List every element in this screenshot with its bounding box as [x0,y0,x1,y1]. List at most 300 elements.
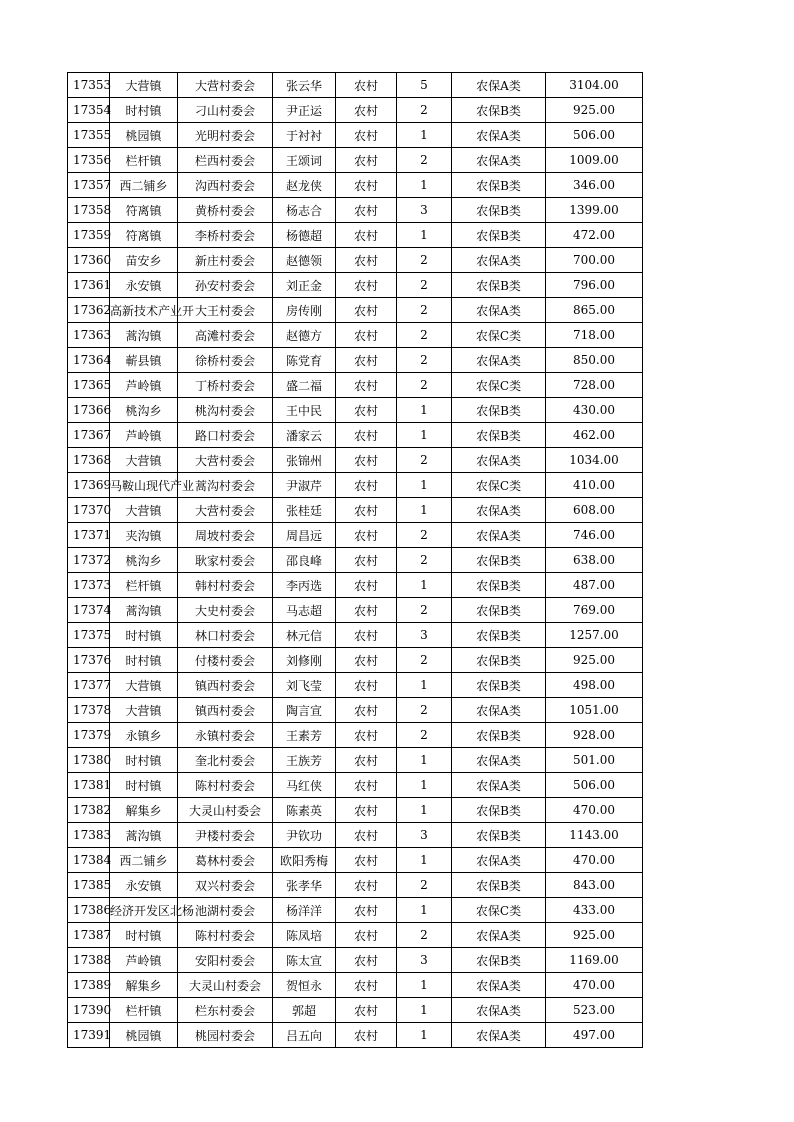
village-cell: 大王村委会 [178,298,273,323]
table-row [68,748,643,773]
table-row [68,348,643,373]
row-id-cell: 17389 [68,973,110,998]
village-cell: 陈村村委会 [178,773,273,798]
insurance-class-cell: 农保A类 [452,998,546,1023]
name-cell: 杨洋洋 [273,898,336,923]
name-cell: 尹淑芹 [273,473,336,498]
amount-cell: 3104.00 [546,73,643,98]
township-cell: 马鞍山现代产业 [110,473,178,498]
name-cell: 尹钦功 [273,823,336,848]
village-cell: 光明村委会 [178,123,273,148]
insurance-class-cell: 农保A类 [452,1023,546,1048]
township-cell: 大营镇 [110,448,178,473]
amount-cell: 1399.00 [546,198,643,223]
row-id-cell: 17383 [68,823,110,848]
name-cell: 欧阳秀梅 [273,848,336,873]
insurance-class-cell: 农保A类 [452,248,546,273]
township-cell: 时村镇 [110,98,178,123]
household-size-cell: 2 [397,248,452,273]
name-cell: 马红侠 [273,773,336,798]
insurance-class-cell: 农保B类 [452,673,546,698]
household-size-cell: 2 [397,923,452,948]
amount-cell: 1257.00 [546,623,643,648]
row-id-cell: 17363 [68,323,110,348]
area-type-cell: 农村 [336,748,397,773]
area-type-cell: 农村 [336,873,397,898]
row-id-cell: 17366 [68,398,110,423]
amount-cell: 850.00 [546,348,643,373]
insurance-class-cell: 农保A类 [452,73,546,98]
village-cell: 新庄村委会 [178,248,273,273]
household-size-cell: 5 [397,73,452,98]
insurance-class-cell: 农保A类 [452,123,546,148]
township-cell: 解集乡 [110,973,178,998]
township-cell: 栏杆镇 [110,998,178,1023]
village-cell: 安阳村委会 [178,948,273,973]
name-cell: 陈党育 [273,348,336,373]
township-cell: 时村镇 [110,748,178,773]
table-row [68,1023,643,1048]
household-size-cell: 2 [397,523,452,548]
household-size-cell: 2 [397,148,452,173]
township-cell: 大营镇 [110,73,178,98]
village-cell: 蒿沟村委会 [178,473,273,498]
area-type-cell: 农村 [336,198,397,223]
row-id-cell: 17367 [68,423,110,448]
row-id-cell: 17371 [68,523,110,548]
amount-cell: 925.00 [546,98,643,123]
area-type-cell: 农村 [336,173,397,198]
area-type-cell: 农村 [336,898,397,923]
table-row [68,373,643,398]
table-row [68,98,643,123]
village-cell: 李桥村委会 [178,223,273,248]
table-row [68,598,643,623]
area-type-cell: 农村 [336,323,397,348]
village-cell: 永镇村委会 [178,723,273,748]
name-cell: 李丙选 [273,573,336,598]
table-row [68,673,643,698]
amount-cell: 410.00 [546,473,643,498]
row-id-cell: 17354 [68,98,110,123]
table-row [68,698,643,723]
amount-cell: 1009.00 [546,148,643,173]
name-cell: 张桂廷 [273,498,336,523]
amount-cell: 497.00 [546,1023,643,1048]
row-id-cell: 17373 [68,573,110,598]
amount-cell: 1143.00 [546,823,643,848]
township-cell: 高新技术产业开 [110,298,178,323]
area-type-cell: 农村 [336,298,397,323]
name-cell: 郭超 [273,998,336,1023]
row-id-cell: 17361 [68,273,110,298]
name-cell: 王素芳 [273,723,336,748]
row-id-cell: 17356 [68,148,110,173]
row-id-cell: 17374 [68,598,110,623]
row-id-cell: 17386 [68,898,110,923]
table-row [68,198,643,223]
area-type-cell: 农村 [336,373,397,398]
row-id-cell: 17385 [68,873,110,898]
insurance-class-cell: 农保B类 [452,198,546,223]
insurance-class-cell: 农保B类 [452,398,546,423]
name-cell: 盛二福 [273,373,336,398]
amount-cell: 501.00 [546,748,643,773]
row-id-cell: 17377 [68,673,110,698]
township-cell: 西二铺乡 [110,173,178,198]
insurance-class-cell: 农保B类 [452,173,546,198]
household-size-cell: 2 [397,323,452,348]
amount-cell: 472.00 [546,223,643,248]
village-cell: 徐桥村委会 [178,348,273,373]
village-cell: 桃沟村委会 [178,398,273,423]
village-cell: 大灵山村委会 [178,973,273,998]
amount-cell: 487.00 [546,573,643,598]
insurance-class-cell: 农保A类 [452,748,546,773]
name-cell: 赵德方 [273,323,336,348]
household-size-cell: 1 [397,848,452,873]
township-cell: 蒿沟镇 [110,598,178,623]
area-type-cell: 农村 [336,548,397,573]
row-id-cell: 17384 [68,848,110,873]
insurance-class-cell: 农保B类 [452,723,546,748]
table-row [68,823,643,848]
name-cell: 陈太宣 [273,948,336,973]
insurance-class-cell: 农保B类 [452,598,546,623]
insurance-class-cell: 农保A类 [452,298,546,323]
township-cell: 时村镇 [110,923,178,948]
name-cell: 王族芳 [273,748,336,773]
table-row [68,448,643,473]
amount-cell: 925.00 [546,648,643,673]
area-type-cell: 农村 [336,473,397,498]
name-cell: 杨志合 [273,198,336,223]
name-cell: 张孝华 [273,873,336,898]
row-id-cell: 17381 [68,773,110,798]
area-type-cell: 农村 [336,398,397,423]
insurance-class-cell: 农保B类 [452,823,546,848]
table-row [68,723,643,748]
township-cell: 大营镇 [110,698,178,723]
row-id-cell: 17364 [68,348,110,373]
table-row [68,123,643,148]
village-cell: 栏西村委会 [178,148,273,173]
insurance-class-cell: 农保A类 [452,148,546,173]
township-cell: 永安镇 [110,273,178,298]
village-cell: 路口村委会 [178,423,273,448]
insurance-class-cell: 农保C类 [452,473,546,498]
area-type-cell: 农村 [336,223,397,248]
amount-cell: 769.00 [546,598,643,623]
row-id-cell: 17376 [68,648,110,673]
area-type-cell: 农村 [336,798,397,823]
table-row [68,848,643,873]
township-cell: 大营镇 [110,673,178,698]
household-size-cell: 1 [397,1023,452,1048]
village-cell: 沟西村委会 [178,173,273,198]
table-row [68,773,643,798]
name-cell: 吕五向 [273,1023,336,1048]
name-cell: 刘修刚 [273,648,336,673]
insurance-class-cell: 农保A类 [452,448,546,473]
household-size-cell: 2 [397,648,452,673]
table-body [68,73,643,1048]
household-size-cell: 3 [397,623,452,648]
table-row [68,173,643,198]
area-type-cell: 农村 [336,723,397,748]
area-type-cell: 农村 [336,498,397,523]
row-id-cell: 17353 [68,73,110,98]
row-id-cell: 17358 [68,198,110,223]
amount-cell: 470.00 [546,798,643,823]
table-row [68,398,643,423]
amount-cell: 433.00 [546,898,643,923]
insurance-class-cell: 农保A类 [452,923,546,948]
name-cell: 于衬衬 [273,123,336,148]
insurance-class-cell: 农保A类 [452,523,546,548]
village-cell: 林口村委会 [178,623,273,648]
area-type-cell: 农村 [336,573,397,598]
township-cell: 桃园镇 [110,123,178,148]
area-type-cell: 农村 [336,423,397,448]
township-cell: 苗安乡 [110,248,178,273]
name-cell: 贺恒永 [273,973,336,998]
amount-cell: 796.00 [546,273,643,298]
table-row [68,998,643,1023]
row-id-cell: 17380 [68,748,110,773]
amount-cell: 925.00 [546,923,643,948]
village-cell: 镇西村委会 [178,698,273,723]
village-cell: 奎北村委会 [178,748,273,773]
insurance-class-cell: 农保B类 [452,98,546,123]
village-cell: 大营村委会 [178,448,273,473]
table-row [68,973,643,998]
name-cell: 杨德超 [273,223,336,248]
insurance-class-cell: 农保A类 [452,773,546,798]
row-id-cell: 17382 [68,798,110,823]
row-id-cell: 17387 [68,923,110,948]
name-cell: 马志超 [273,598,336,623]
household-size-cell: 2 [397,98,452,123]
township-cell: 经济开发区北杨 [110,898,178,923]
area-type-cell: 农村 [336,998,397,1023]
village-cell: 栏东村委会 [178,998,273,1023]
name-cell: 刘正金 [273,273,336,298]
amount-cell: 638.00 [546,548,643,573]
name-cell: 邵良峰 [273,548,336,573]
table-row [68,248,643,273]
area-type-cell: 农村 [336,523,397,548]
amount-cell: 928.00 [546,723,643,748]
amount-cell: 746.00 [546,523,643,548]
township-cell: 蕲县镇 [110,348,178,373]
table-row [68,223,643,248]
township-cell: 桃沟乡 [110,548,178,573]
amount-cell: 462.00 [546,423,643,448]
table-row [68,323,643,348]
township-cell: 栏杆镇 [110,148,178,173]
township-cell: 永安镇 [110,873,178,898]
village-cell: 周坡村委会 [178,523,273,548]
household-size-cell: 2 [397,873,452,898]
amount-cell: 718.00 [546,323,643,348]
table-row [68,648,643,673]
table-row [68,548,643,573]
row-id-cell: 17362 [68,298,110,323]
village-cell: 韩村村委会 [178,573,273,598]
insurance-class-cell: 农保A类 [452,348,546,373]
insurance-class-cell: 农保A类 [452,973,546,998]
village-cell: 大史村委会 [178,598,273,623]
amount-cell: 728.00 [546,373,643,398]
row-id-cell: 17357 [68,173,110,198]
village-cell: 大营村委会 [178,498,273,523]
township-cell: 夹沟镇 [110,523,178,548]
household-size-cell: 1 [397,498,452,523]
row-id-cell: 17391 [68,1023,110,1048]
amount-cell: 470.00 [546,848,643,873]
table-row [68,623,643,648]
village-cell: 大灵山村委会 [178,798,273,823]
household-size-cell: 1 [397,673,452,698]
amount-cell: 346.00 [546,173,643,198]
household-size-cell: 1 [397,423,452,448]
amount-cell: 506.00 [546,123,643,148]
table-row [68,573,643,598]
area-type-cell: 农村 [336,948,397,973]
table-row [68,498,643,523]
township-cell: 大营镇 [110,498,178,523]
household-size-cell: 1 [397,398,452,423]
amount-cell: 1051.00 [546,698,643,723]
name-cell: 刘飞莹 [273,673,336,698]
insurance-class-cell: 农保B类 [452,873,546,898]
insurance-class-cell: 农保B类 [452,223,546,248]
household-size-cell: 1 [397,223,452,248]
name-cell: 房传刚 [273,298,336,323]
household-size-cell: 3 [397,823,452,848]
household-size-cell: 2 [397,598,452,623]
row-id-cell: 17369 [68,473,110,498]
household-size-cell: 1 [397,798,452,823]
table-row [68,423,643,448]
insurance-class-cell: 农保B类 [452,948,546,973]
township-cell: 芦岭镇 [110,373,178,398]
village-cell: 葛林村委会 [178,848,273,873]
amount-cell: 523.00 [546,998,643,1023]
area-type-cell: 农村 [336,273,397,298]
amount-cell: 1034.00 [546,448,643,473]
township-cell: 时村镇 [110,623,178,648]
amount-cell: 498.00 [546,673,643,698]
name-cell: 林元信 [273,623,336,648]
name-cell: 潘家云 [273,423,336,448]
area-type-cell: 农村 [336,148,397,173]
insurance-class-cell: 农保B类 [452,273,546,298]
village-cell: 刁山村委会 [178,98,273,123]
name-cell: 尹正运 [273,98,336,123]
insurance-class-cell: 农保B类 [452,648,546,673]
village-cell: 孙安村委会 [178,273,273,298]
table-row [68,873,643,898]
village-cell: 桃园村委会 [178,1023,273,1048]
table-row [68,273,643,298]
row-id-cell: 17388 [68,948,110,973]
township-cell: 蒿沟镇 [110,823,178,848]
household-size-cell: 1 [397,173,452,198]
row-id-cell: 17355 [68,123,110,148]
area-type-cell: 农村 [336,348,397,373]
table-row [68,923,643,948]
insurance-class-cell: 农保B类 [452,548,546,573]
township-cell: 解集乡 [110,798,178,823]
row-id-cell: 17370 [68,498,110,523]
insurance-class-cell: 农保C类 [452,898,546,923]
insurance-class-cell: 农保A类 [452,498,546,523]
table-row [68,473,643,498]
village-cell: 尹楼村委会 [178,823,273,848]
village-cell: 丁桥村委会 [178,373,273,398]
area-type-cell: 农村 [336,623,397,648]
row-id-cell: 17360 [68,248,110,273]
insurance-class-cell: 农保A类 [452,848,546,873]
township-cell: 桃园镇 [110,1023,178,1048]
area-type-cell: 农村 [336,73,397,98]
amount-cell: 865.00 [546,298,643,323]
household-size-cell: 1 [397,748,452,773]
household-size-cell: 2 [397,448,452,473]
row-id-cell: 17365 [68,373,110,398]
township-cell: 桃沟乡 [110,398,178,423]
insurance-class-cell: 农保B类 [452,423,546,448]
village-cell: 镇西村委会 [178,673,273,698]
village-cell: 黄桥村委会 [178,198,273,223]
amount-cell: 700.00 [546,248,643,273]
amount-cell: 608.00 [546,498,643,523]
household-size-cell: 2 [397,298,452,323]
name-cell: 陈素英 [273,798,336,823]
insurance-class-cell: 农保C类 [452,323,546,348]
table-row [68,798,643,823]
insurance-class-cell: 农保B类 [452,623,546,648]
township-cell: 蒿沟镇 [110,323,178,348]
household-size-cell: 1 [397,473,452,498]
area-type-cell: 农村 [336,448,397,473]
village-cell: 耿家村委会 [178,548,273,573]
township-cell: 时村镇 [110,648,178,673]
area-type-cell: 农村 [336,98,397,123]
insurance-class-cell: 农保B类 [452,573,546,598]
township-cell: 栏杆镇 [110,573,178,598]
name-cell: 周昌远 [273,523,336,548]
household-size-cell: 1 [397,773,452,798]
name-cell: 王颂词 [273,148,336,173]
household-size-cell: 2 [397,273,452,298]
area-type-cell: 农村 [336,673,397,698]
row-id-cell: 17372 [68,548,110,573]
household-size-cell: 1 [397,998,452,1023]
area-type-cell: 农村 [336,648,397,673]
village-cell: 大营村委会 [178,73,273,98]
area-type-cell: 农村 [336,973,397,998]
household-size-cell: 2 [397,723,452,748]
row-id-cell: 17378 [68,698,110,723]
household-size-cell: 3 [397,948,452,973]
table-row [68,73,643,98]
area-type-cell: 农村 [336,123,397,148]
insurance-class-cell: 农保C类 [452,373,546,398]
area-type-cell: 农村 [336,1023,397,1048]
